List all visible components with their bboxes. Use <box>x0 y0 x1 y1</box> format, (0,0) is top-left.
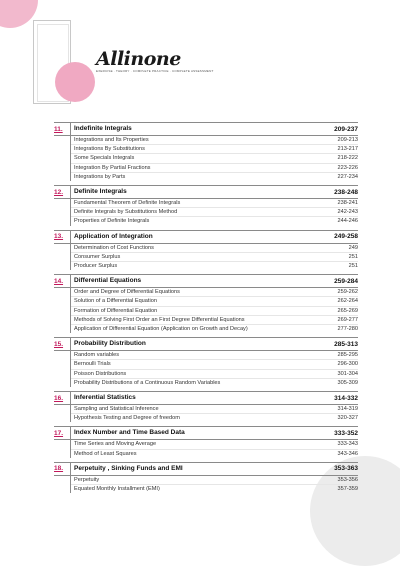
topic-pages: 244-246 <box>337 218 358 225</box>
topic-title: Properties of Definite Integrals <box>74 218 150 225</box>
chapter-heading <box>54 391 358 405</box>
topic-row <box>71 485 358 493</box>
chapter-heading <box>54 122 358 136</box>
chapter-17 <box>54 426 358 457</box>
topic-row <box>71 379 358 387</box>
chapter-number: 17. <box>54 429 64 437</box>
chapter-heading <box>54 426 358 440</box>
chapter-title: Definite Integrals <box>70 186 334 198</box>
chapter-title: Inferential Statistics <box>70 392 334 404</box>
topic-pages: 269-277 <box>337 316 358 323</box>
chapter-number: 11. <box>54 125 63 133</box>
topic-list <box>70 199 358 226</box>
chapter-heading <box>54 462 358 476</box>
topic-pages: 251 <box>348 263 358 270</box>
topic-row <box>71 145 358 154</box>
chapter-heading <box>54 185 358 199</box>
chapter-number: 13. <box>54 233 64 241</box>
topic-pages: 265-269 <box>337 307 358 314</box>
topic-title: Hypothesis Testing and Degree of freedom <box>74 415 180 422</box>
topic-pages: 357-359 <box>337 486 358 493</box>
topic-title: Integrations By Substitutions <box>74 146 145 153</box>
topic-pages: 301-304 <box>337 370 358 377</box>
topic-title: Perpetuity <box>74 476 100 483</box>
topic-title: Determination of Cost Functions <box>74 244 154 251</box>
chapter-heading <box>54 230 358 244</box>
topic-pages: 296-300 <box>337 361 358 368</box>
topic-title: Application of Differential Equation (Application on Growth and Decay) <box>74 326 248 333</box>
topic-row <box>71 316 358 325</box>
topic-row <box>71 405 358 414</box>
topic-list <box>70 405 358 422</box>
chapter-pages: 314-332 <box>334 394 358 402</box>
chapter-title: Probability Distribution <box>70 338 334 350</box>
chapter-number: 14. <box>54 277 64 285</box>
chapter-number: 16. <box>54 394 64 402</box>
topic-title: Methods of Solving First Order an First Degree Differential Equations <box>74 316 245 323</box>
topic-row <box>71 199 358 208</box>
topic-pages: 353-356 <box>337 476 358 483</box>
chapter-title: Index Number and Time Based Data <box>70 427 334 439</box>
topic-row <box>71 244 358 253</box>
topic-pages: 249 <box>348 244 358 251</box>
topic-title: Random variables <box>74 352 120 359</box>
chapter-16 <box>54 391 358 422</box>
topic-row <box>71 414 358 422</box>
topic-row <box>71 351 358 360</box>
chapter-heading <box>54 274 358 288</box>
topic-list <box>70 136 358 181</box>
topic-pages: 277-280 <box>337 326 358 333</box>
topic-pages: 251 <box>348 253 358 260</box>
chapter-number: 18. <box>54 465 64 473</box>
topic-row <box>71 217 358 225</box>
chapter-title: Application of Integration <box>70 231 334 243</box>
topic-row <box>71 370 358 379</box>
topic-list <box>70 351 358 387</box>
chapter-number: 12. <box>54 188 64 196</box>
topic-pages: 242-243 <box>337 209 358 216</box>
chapter-title: Indefinite Integrals <box>70 123 334 135</box>
topic-title: Order and Degree of Differential Equations <box>74 289 180 296</box>
chapter-pages: 353-363 <box>334 465 358 473</box>
chapter-title: Differential Equations <box>70 275 334 287</box>
topic-title: Integrations and Its Properties <box>74 137 149 143</box>
chapter-pages: 249-258 <box>334 233 358 241</box>
topic-row <box>71 164 358 173</box>
topic-pages: 320-327 <box>337 415 358 422</box>
topic-pages: 209-213 <box>337 137 358 143</box>
topic-pages: 227-234 <box>337 173 358 180</box>
chapter-pages: 285-313 <box>334 340 358 348</box>
topic-row <box>71 325 358 333</box>
chapter-18 <box>54 462 358 493</box>
topic-row <box>71 208 358 217</box>
topic-pages: 285-295 <box>337 352 358 359</box>
chapter-heading <box>54 337 358 351</box>
topic-title: Poisson Distributions <box>74 370 127 377</box>
topic-title: Consumer Surplus <box>74 253 121 260</box>
topic-title: Equated Monthly Installment (EMI) <box>74 486 160 493</box>
topic-title: Probability Distributions of a Continuous Random Variables <box>74 379 221 386</box>
topic-row <box>71 450 358 458</box>
topic-row <box>71 173 358 181</box>
topic-title: Integration By Partial Fractions <box>74 164 151 171</box>
topic-pages: 343-346 <box>337 450 358 457</box>
topic-row <box>71 307 358 316</box>
topic-list <box>70 440 358 457</box>
topic-title: Integrations by Parts <box>74 173 126 180</box>
chapter-12 <box>54 185 358 226</box>
topic-row <box>71 262 358 270</box>
chapter-number: 15. <box>54 340 64 348</box>
chapter-pages: 209-237 <box>334 125 358 133</box>
chapter-pages: 259-284 <box>334 277 358 285</box>
topic-title: Fundamental Theorem of Definite Integrals <box>74 200 181 207</box>
topic-title: Time Series and Moving Average <box>74 441 157 448</box>
topic-row <box>71 253 358 262</box>
topic-pages: 238-241 <box>337 200 358 207</box>
topic-list <box>70 244 358 271</box>
logo <box>96 48 214 73</box>
topic-title: Producer Surplus <box>74 263 118 270</box>
topic-row <box>71 360 358 369</box>
topic-pages: 223-226 <box>337 164 358 171</box>
topic-row <box>71 288 358 297</box>
topic-title: Bernoulli Trials <box>74 361 111 368</box>
topic-title: Solution of a Differential Equation <box>74 298 157 305</box>
topic-pages: 314-319 <box>337 406 358 413</box>
topic-title: Method of Least Squares <box>74 450 137 457</box>
topic-pages: 218-222 <box>337 155 358 162</box>
topic-row <box>71 297 358 306</box>
topic-list <box>70 288 358 333</box>
topic-row <box>71 136 358 145</box>
topic-pages: 259-262 <box>337 289 358 296</box>
topic-title: Sampling and Statistical Inference <box>74 406 159 413</box>
chapter-13 <box>54 230 358 271</box>
logo-text: Allinone <box>96 48 181 70</box>
decor-circle-pink <box>55 62 95 102</box>
chapter-15 <box>54 337 358 387</box>
topic-row <box>71 476 358 485</box>
topic-pages: 213-217 <box>337 146 358 153</box>
topic-title: Some Specials Integrals <box>74 155 135 162</box>
topic-pages: 305-309 <box>337 379 358 386</box>
chapter-14 <box>54 274 358 333</box>
topic-row <box>71 440 358 449</box>
table-of-contents <box>54 122 358 497</box>
logo-tagline: EXERCISE · THEORY · COMPLETE PRACTICE · COMPLETE ASSESSMENT <box>96 69 214 73</box>
topic-row <box>71 154 358 163</box>
topic-title: Formation of Differential Equation <box>74 307 158 314</box>
chapter-pages: 333-352 <box>334 429 358 437</box>
topic-list <box>70 476 358 493</box>
chapter-title: Perpetuity , Sinking Funds and EMI <box>70 463 334 475</box>
topic-title: Definite Integrals by Substitutions Method <box>74 209 178 216</box>
chapter-pages: 238-248 <box>334 188 358 196</box>
chapter-11 <box>54 122 358 181</box>
topic-pages: 262-264 <box>337 298 358 305</box>
topic-pages: 333-343 <box>337 441 358 448</box>
